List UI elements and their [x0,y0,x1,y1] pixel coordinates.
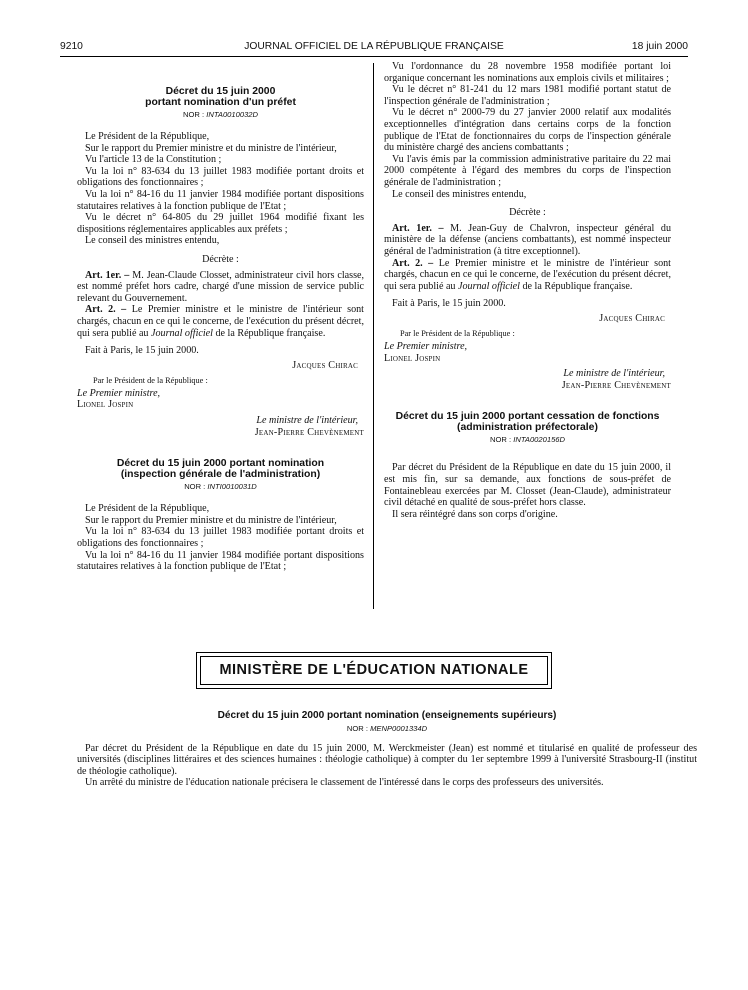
paragraph: Vu le décret n° 64-805 du 29 juillet 1964 modifié fixant les dispositions réglementaires applicables aux préfets ; [77,212,364,235]
decree-title-line2: (administration préfectorale) [457,422,598,434]
paragraph: Vu le décret n° 81-241 du 12 mars 1981 modifié portant statut de l'inspection générale de l'administration ; [384,84,671,107]
nor-label: NOR : [490,435,514,445]
mi-title: Le ministre de l'intérieur, [563,368,665,380]
paragraph: Vu la loi n° 83-634 du 13 juillet 1983 modifiée portant droits et obligations des fonctionnaires ; [77,165,364,189]
par-le-president: Par le Président de la République : [400,329,515,339]
paragraph: Le Président de la République, [85,131,210,142]
column-divider [373,63,374,609]
nor-code: INTA0020156D [513,435,565,445]
decree-title-line2: (inspection générale de l'administration) [120,469,321,481]
article-text: M. Jean-Claude Closset, administrateur civil hors classe, est nommé préfet hors cadre, chargé d'une mission de service public relevant du Gouvernement. [77,269,364,304]
article-text: Le Premier ministre et le ministre de l'intérieur sont chargés, chacun en ce qui le concerne, de l'exécution du présent décret, qui sera publié au [384,257,671,292]
nor-reference [77,110,364,120]
paragraph: Vu la loi n° 84-16 du 11 janvier 1984 modifiée portant dispositions statutaires relatives à la fonction publique de l'Etat ; [77,549,364,573]
paragraph: Sur le rapport du Premier ministre et du ministre de l'intérieur, [85,514,337,526]
paragraph: Sur le rapport du Premier ministre et du ministre de l'intérieur, [85,142,337,154]
decree-cessation [384,411,671,520]
article-label: Art. 1er. – [392,222,444,234]
mi-name: Jean-Pierre Chevènement [561,379,671,391]
article-1 [384,223,671,258]
paragraph: Par décret du Président de la République en date du 15 juin 2000, M. Werckmeister (Jean) est nommé et titularisé en qualité de professeur des universités (disciplines littéraires et des sciences humaines : théologie catholique) à compter du 1er septembre 1999 à l'université Strasbourg-II (institut de théologie catholique). [77,742,697,777]
paragraph: Vu la loi n° 83-634 du 13 juillet 1983 modifiée portant droits et obligations des fonctionnaires ; [77,526,364,550]
decree-title-line1: Décret du 15 juin 2000 portant nomination [116,458,325,470]
ministry-name: MINISTÈRE DE L'ÉDUCATION NATIONALE [200,656,548,685]
decree-title-line1: Décret du 15 juin 2000 portant cessation de fonctions [395,411,660,423]
journal-title: JOURNAL OFFICIEL DE LA RÉPUBLIQUE FRANÇAISE [244,41,504,52]
decrete-heading: Décrète : [202,253,239,265]
article-label: Art. 2. – [392,257,434,269]
decrete-heading: Décrète : [509,207,546,219]
spacer [77,438,364,458]
journal-reference: Journal officiel [151,327,213,339]
pm-title: Le Premier ministre, [384,341,468,353]
decree-enseignement [77,710,697,789]
paragraph: Un arrêté du ministre de l'éducation nationale précisera le classement de l'intéressé dans le corps des professeurs des universités. [85,777,604,789]
pm-title: Le Premier ministre, [77,387,161,399]
article-1 [77,270,364,305]
nor-reference [384,435,671,445]
paragraph: Il sera réintégré dans son corps d'origine. [392,508,558,520]
decree-inspection-continued [384,61,671,391]
decree-title: Décret du 15 juin 2000 portant nomination (enseignements supérieurs) [217,710,557,721]
article-text: Le Premier ministre et le ministre de l'intérieur sont chargés, chacun en ce qui le concerne, de l'exécution du présent décret, qui sera publié au [77,304,364,339]
nor-code: INTA0010032D [206,110,258,119]
fait-line: Fait à Paris, le 15 juin 2000. [85,345,199,357]
paragraph: Le conseil des ministres entendu, [392,188,527,200]
signatory-name: Jacques Chirac [599,312,665,324]
mi-name: Jean-Pierre Chevènement [254,426,364,438]
decree-title-line2: portant nomination d'un préfet [145,97,296,108]
paragraph: Vu le décret n° 2000-79 du 27 janvier 2000 relatif aux modalités exceptionnelles d'intégration dans certains corps de la fonction publique de l'Etat de fonctionnaires du corps de l'inspection générale du ministère chargé des anciens combattants ; [384,107,671,154]
nor-reference [77,482,364,492]
paragraph: Par décret du Président de la République en date du 15 juin 2000, il est mis fin, sur sa demande, aux fonctions de sous-préfet de Fontainebleau exercées par M. Closset (Jean-Claude), administrateur civil détaché en qualité de sous-préfet hors classe. [384,462,671,509]
right-column [384,61,671,520]
decree-title-line1: Décret du 15 juin 2000 [165,86,276,97]
decree-prefet [77,86,364,438]
spacer [384,391,671,411]
paragraph: Vu l'ordonnance du 28 novembre 1958 modifiée portant loi organique concernant les nominations aux emplois civils et militaires ; [384,61,671,84]
fait-line: Fait à Paris, le 15 juin 2000. [392,298,506,310]
page-number: 9210 [60,41,83,52]
article-2 [77,304,364,339]
nor-label: NOR : [184,482,208,492]
article-text: M. Jean-Guy de Chalvron, inspecteur général du ministère de la défense (anciens combattants), est nommé inspecteur général de l'administration (à titre exceptionnel). [384,222,671,257]
decree-inspection [77,458,364,573]
par-le-president: Par le Président de la République : [93,376,208,386]
pm-name: Lionel Jospin [77,399,134,411]
page-header [60,41,688,57]
nor-reference [77,724,697,734]
article-2 [384,258,671,293]
pm-name: Lionel Jospin [384,352,441,364]
mi-title: Le ministre de l'intérieur, [256,415,358,427]
article-label: Art. 1er. – [85,269,130,281]
header-rule [60,56,688,57]
ministry-box [196,652,552,689]
nor-code: MENP0001334D [370,723,428,733]
nor-label: NOR : [183,110,207,119]
left-column [77,86,364,573]
article-text: de la République française. [212,327,326,339]
nor-code: INTI0010031D [207,482,257,492]
nor-label: NOR : [346,723,371,733]
paragraph: Vu l'avis émis par la commission administrative paritaire du 22 mai 2000 compétente à l'égard des membres du corps de l'inspection générale de l'administration ; [384,153,671,188]
article-text: de la République française. [519,280,633,292]
issue-date: 18 juin 2000 [631,41,688,52]
journal-reference: Journal officiel [458,280,520,292]
paragraph: Le conseil des ministres entendu, [85,235,220,247]
article-label: Art. 2. – [85,304,127,316]
signatory-name: Jacques Chirac [292,359,358,371]
paragraph: Le Président de la République, [85,503,210,515]
paragraph: Vu la loi n° 84-16 du 11 janvier 1984 modifiée portant dispositions statutaires relatives à la fonction publique de l'Etat ; [77,188,364,212]
paragraph: Vu l'article 13 de la Constitution ; [85,154,222,166]
